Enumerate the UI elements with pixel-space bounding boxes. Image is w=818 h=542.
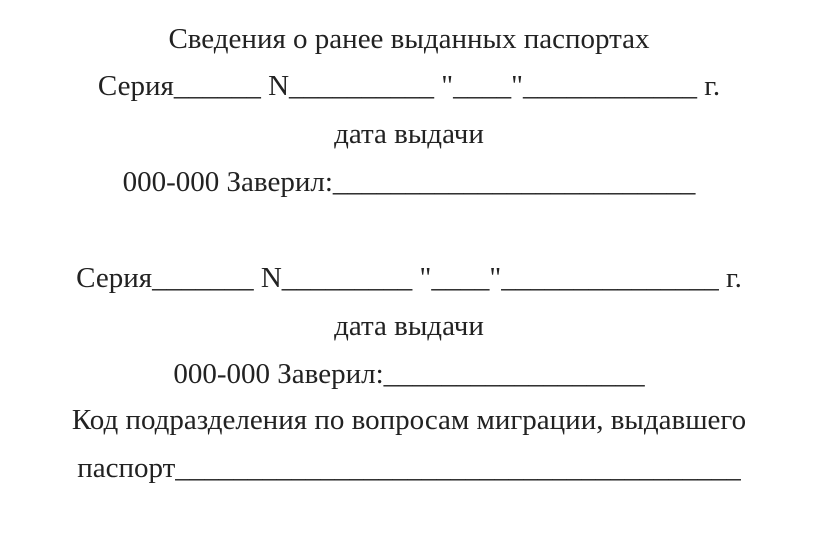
number-field[interactable]: _________ <box>281 262 413 294</box>
certified-field-1[interactable]: _________________________ <box>332 166 696 198</box>
number-field[interactable]: __________ <box>289 70 435 102</box>
quote-close: " <box>489 262 502 294</box>
number-label: N <box>260 70 290 102</box>
quote-open: " <box>412 262 432 294</box>
department-label-line-1: Код подразделения по вопросам миграции, выдавшего <box>71 404 747 436</box>
certified-label-2: Заверил: <box>270 358 384 390</box>
department-field[interactable]: _______________________________________ <box>175 452 741 484</box>
department-code-2: 000-000 <box>173 358 271 390</box>
issue-date-caption-1: дата выдачи <box>334 118 484 150</box>
seria-label: Серия <box>76 262 153 294</box>
form-title: Сведения о ранее выданных паспортах <box>168 23 650 55</box>
quote-open: " <box>434 70 454 102</box>
year-suffix: г. <box>718 262 742 294</box>
month-field[interactable]: ____________ <box>522 70 697 102</box>
certified-field-2[interactable]: __________________ <box>383 358 645 390</box>
certified-line-1 <box>0 165 818 199</box>
number-label: N <box>253 262 282 294</box>
year-suffix: г. <box>696 70 721 102</box>
department-label-line-2: паспорт <box>77 452 176 484</box>
quote-close: " <box>511 70 523 102</box>
day-field[interactable]: ____ <box>431 262 490 294</box>
seria-label: Серия <box>97 70 174 102</box>
passport-record-2-line <box>0 261 818 295</box>
department-line-2 <box>0 451 818 485</box>
passport-record-1-line <box>0 69 818 103</box>
certified-label-1: Заверил: <box>219 166 333 198</box>
month-field[interactable]: _______________ <box>501 262 719 294</box>
certified-line-2 <box>0 357 818 391</box>
issue-date-caption-2: дата выдачи <box>334 310 484 342</box>
seria-field[interactable]: _______ <box>152 262 254 294</box>
day-field[interactable]: ____ <box>453 70 512 102</box>
seria-field[interactable]: ______ <box>173 70 261 102</box>
department-code-1: 000-000 <box>122 166 220 198</box>
